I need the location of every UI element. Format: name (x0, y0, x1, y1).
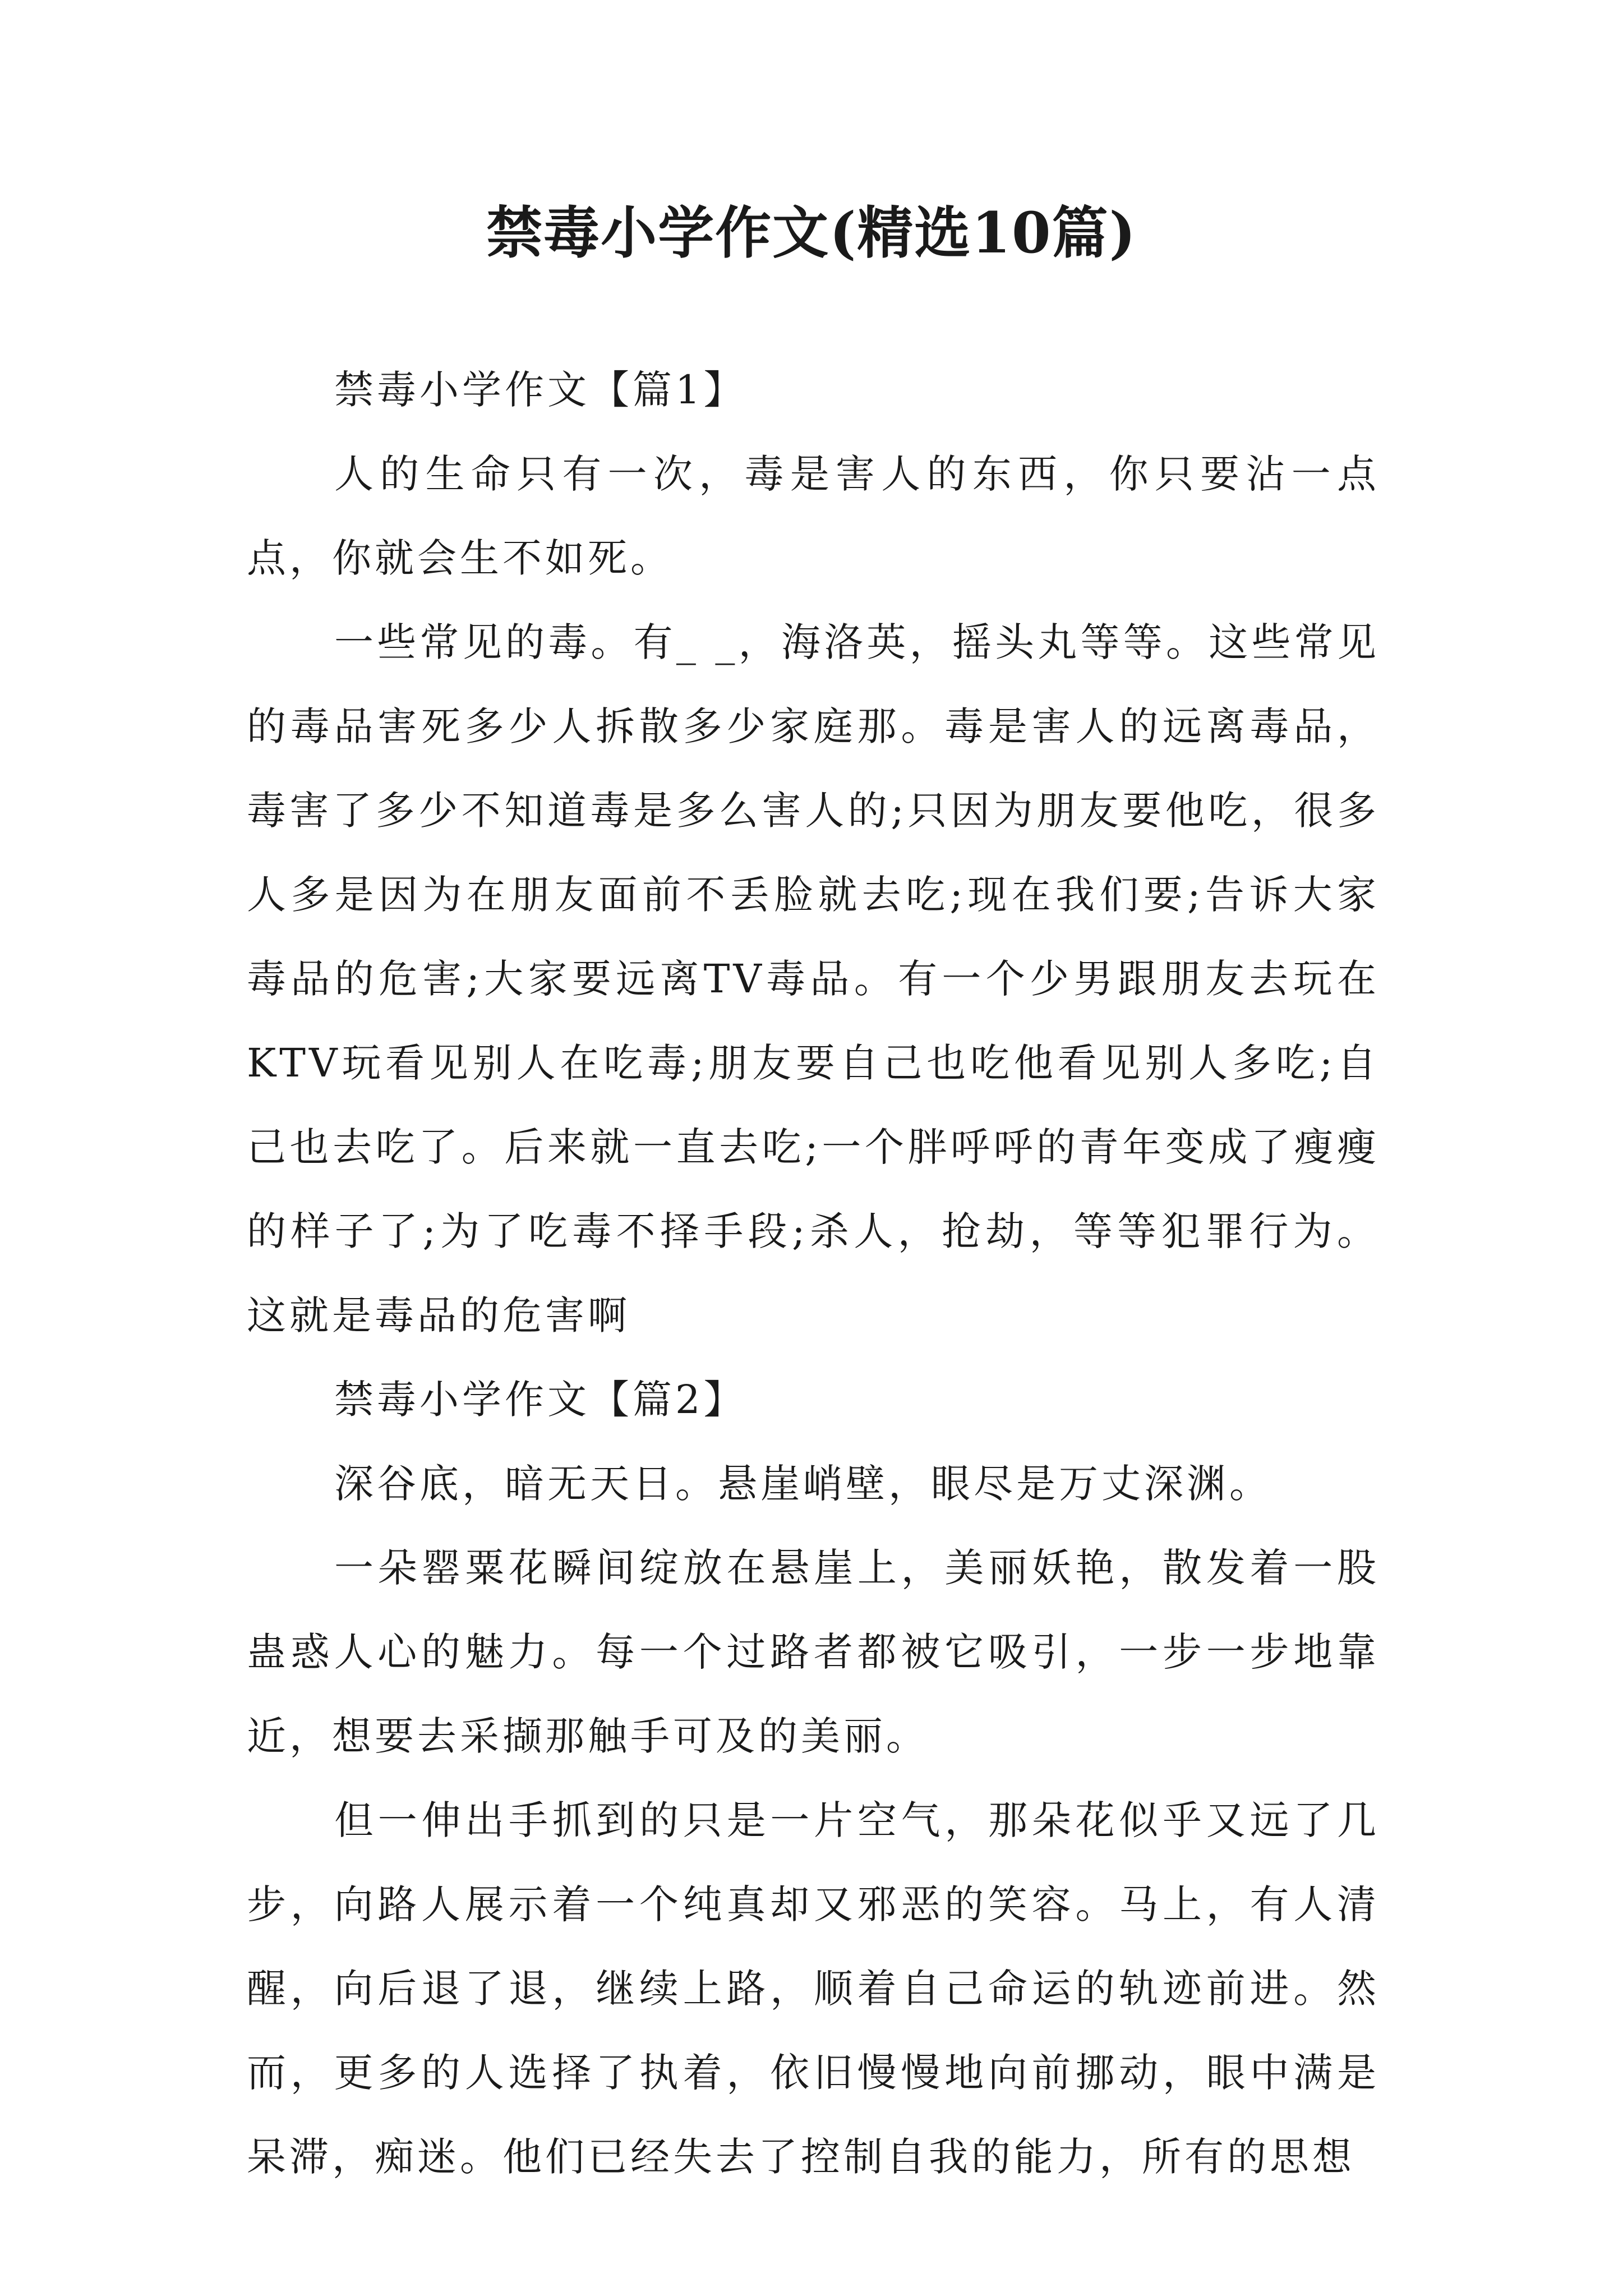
section-heading-1: 禁毒小学作文【篇1】 (334, 367, 746, 413)
document-body (247, 348, 1380, 2199)
paragraph: 深谷底，暗无天日。悬崖峭壁，眼尽是万丈深渊。 (334, 1461, 1272, 1507)
section-heading-2: 禁毒小学作文【篇2】 (334, 1377, 746, 1423)
document-title: 禁毒小学作文(精选10篇) (486, 200, 1137, 266)
paragraph: 人的生命只有一次，毒是害人的东西，你只要沾一点点，你就会生不如死。 (247, 451, 1380, 581)
paragraph: 一朵罂粟花瞬间绽放在悬崖上，美丽妖艳，散发着一股蛊惑人心的魅力。每一个过路者都被它吸引，一步一步地靠近，想要去采撷那触手可及的美丽。 (247, 1545, 1380, 1759)
paragraph: 但一伸出手抓到的只是一片空气，那朵花似乎又远了几步，向路人展示着一个纯真却又邪恶的笑容。马上，有人清醒，向后退了退，继续上路，顺着自己命运的轨迹前进。然而，更多的人选择了执着，依旧慢慢地向前挪动，眼中满是呆滞，痴迷。他们已经失去了控制自我的能力，所有的思想 (247, 1797, 1380, 2180)
paragraph: 一些常见的毒。有_ _，海洛英，摇头丸等等。这些常见的毒品害死多少人拆散多少家庭那。毒是害人的远离毒品，毒害了多少不知道毒是多么害人的;只因为朋友要他吃，很多人多是因为在朋友面前不丢脸就去吃;现在我们要;告诉大家毒品的危害;大家要远离TV毒品。有一个少男跟朋友去玩在KTV玩看见别人在吃毒;朋友要自己也吃他看见别人多吃;自己也去吃了。后来就一直去吃;一个胖呼呼的青年变成了瘦瘦的样子了;为了吃毒不择手段;杀人，抢劫，等等犯罪行为。这就是毒品的危害啊 (247, 619, 1380, 1338)
